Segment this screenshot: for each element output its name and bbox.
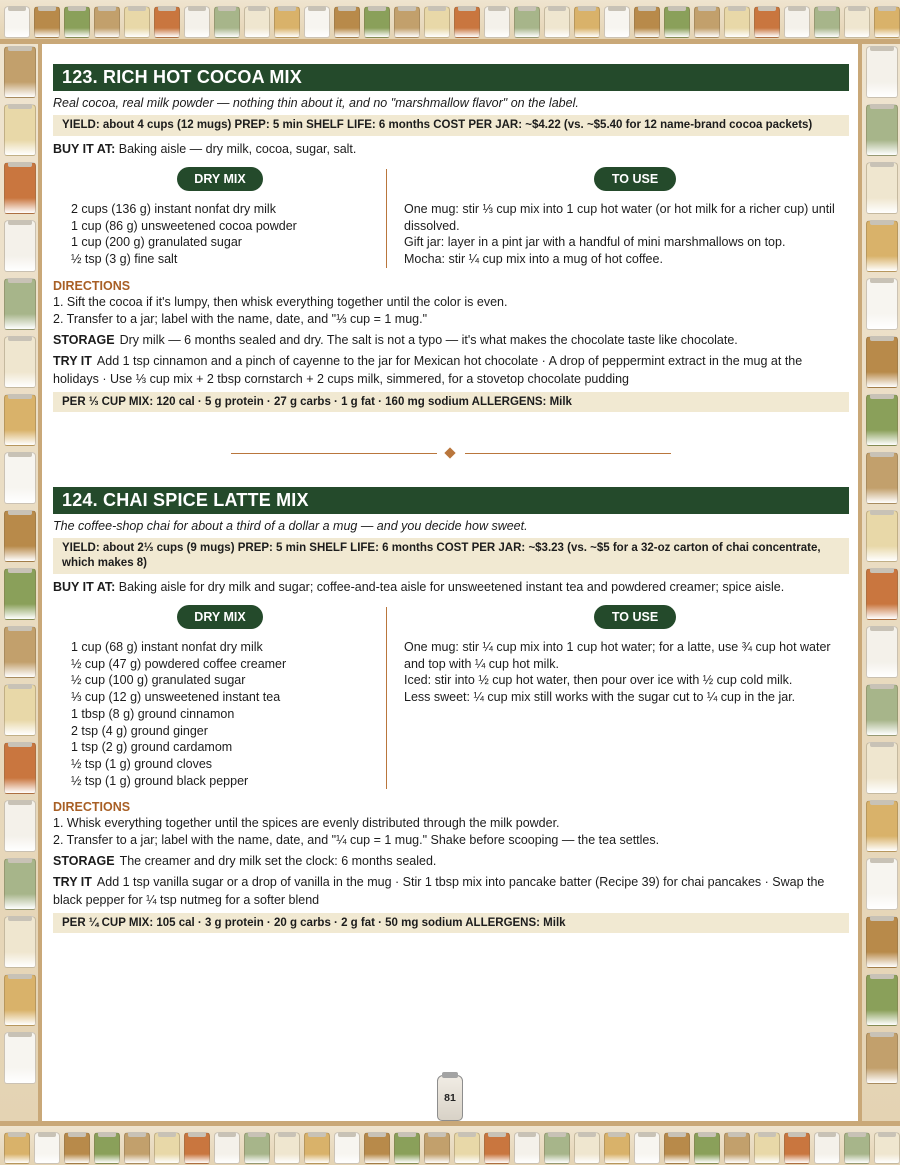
buy-it-at [53, 579, 849, 595]
pantry-jar-icon [34, 1132, 60, 1164]
ingredient-item: ½ tsp (1 g) ground cloves [71, 756, 213, 771]
pantry-jar-icon [784, 6, 810, 38]
pantry-jar-icon [34, 6, 60, 38]
pantry-jar-icon [4, 452, 36, 504]
pantry-jar-icon [454, 6, 480, 38]
usage-item: One mug: stir ¼ cup mix into 1 cup hot water; for a latte, use ¾ cup hot water and top with ¼ cup hot milk. [404, 640, 831, 671]
buy-it-at [53, 141, 849, 157]
try-it-note [53, 873, 849, 909]
pantry-jar-icon [574, 1132, 600, 1164]
pantry-jar-icon [634, 1132, 660, 1164]
usage-list [404, 201, 849, 268]
pantry-jar-icon [866, 394, 898, 446]
pantry-jar-icon [124, 6, 150, 38]
storage-note [53, 852, 849, 870]
pantry-jar-icon [4, 46, 36, 98]
pantry-jar-icon [4, 626, 36, 678]
recipe-meta-band: YIELD: about 2⅓ cups (9 mugs) PREP: 5 min SHELF LIFE: 6 months COST PER JAR: ~$3.23 (vs. ~$5 for a 32-oz carton of chai concentrate, which makes 8) [53, 538, 849, 574]
buy-it-at-text: Baking aisle for dry milk and sugar; coffee-and-tea aisle for unsweetened instant tea and powdered creamer; spice aisle. [118, 580, 785, 594]
storage-text: The creamer and dry milk set the clock: 6 months sealed. [119, 854, 437, 869]
pantry-jar-icon [866, 452, 898, 504]
storage-label: STORAGE [53, 332, 115, 347]
try-it-label: TRY IT [53, 353, 92, 368]
pantry-jar-icon [94, 1132, 120, 1164]
pantry-shelf-border-right [858, 44, 900, 1121]
pantry-jar-icon [866, 626, 898, 678]
pantry-jar-icon [844, 6, 870, 38]
pantry-jar-icon [4, 684, 36, 736]
buy-it-at-text: Baking aisle — dry milk, cocoa, sugar, salt. [118, 142, 357, 156]
pantry-jar-icon [394, 1132, 420, 1164]
pantry-jar-icon [866, 684, 898, 736]
pantry-jar-icon [4, 394, 36, 446]
pantry-jar-icon [724, 6, 750, 38]
pantry-jar-icon [694, 1132, 720, 1164]
pantry-jar-icon [4, 510, 36, 562]
pantry-jar-icon [184, 6, 210, 38]
pantry-jar-icon [866, 278, 898, 330]
dry-mix-heading: DRY MIX [177, 605, 263, 629]
recipe-meta-band: YIELD: about 4 cups (12 mugs) PREP: 5 min SHELF LIFE: 6 months COST PER JAR: ~$4.22 (vs. ~$5.40 for 12 name-brand cocoa packets) [53, 115, 849, 136]
pantry-jar-icon [4, 220, 36, 272]
direction-step: 1. Sift the cocoa if it's lumpy, then whisk everything together until the color is even. [53, 294, 508, 309]
pantry-jar-icon [544, 1132, 570, 1164]
buy-it-at-label: BUY IT AT: [53, 580, 116, 594]
usage-item: Iced: stir into ½ cup hot water, then pour over ice with ½ cup cold milk. [404, 673, 793, 688]
pantry-jar-icon [394, 6, 420, 38]
to-use-column [387, 167, 849, 268]
pantry-jar-icon [94, 6, 120, 38]
pantry-jar-icon [64, 1132, 90, 1164]
directions-heading: DIRECTIONS [53, 278, 131, 293]
dry-mix-column [53, 167, 387, 268]
pantry-jar-icon [214, 6, 240, 38]
pantry-jar-icon [874, 1132, 900, 1164]
pantry-jar-icon [4, 916, 36, 968]
pantry-jar-icon [4, 742, 36, 794]
pantry-jar-icon [244, 6, 270, 38]
pantry-jar-icon [334, 6, 360, 38]
ingredient-item: ½ tsp (3 g) fine salt [71, 252, 178, 267]
usage-list [404, 639, 849, 706]
pantry-jar-icon [4, 1032, 36, 1084]
direction-step: 2. Transfer to a jar; label with the name, date, and "¼ cup = 1 mug." Shake before scooping — the tea settles. [53, 833, 660, 848]
pantry-jar-icon [844, 1132, 870, 1164]
pantry-jar-icon [154, 6, 180, 38]
pantry-jar-icon [454, 1132, 480, 1164]
pantry-jar-icon [634, 6, 660, 38]
pantry-jar-icon [814, 6, 840, 38]
ingredient-item: ½ tsp (1 g) ground black pepper [71, 773, 249, 788]
storage-text: Dry milk — 6 months sealed and dry. The salt is not a typo — it's what makes the chocolate taste like chocolate. [119, 332, 738, 347]
directions-heading: DIRECTIONS [53, 800, 131, 815]
pantry-jar-icon [364, 1132, 390, 1164]
to-use-column [387, 605, 849, 789]
pantry-jar-icon [866, 162, 898, 214]
pantry-jar-icon [214, 1132, 240, 1164]
ingredient-item: ½ cup (47 g) powdered coffee creamer [71, 656, 287, 671]
pantry-shelf-border-left [0, 44, 42, 1121]
pantry-jar-icon [274, 6, 300, 38]
pantry-jar-icon [866, 858, 898, 910]
pantry-jar-icon [184, 1132, 210, 1164]
pantry-jar-icon [866, 46, 898, 98]
to-use-heading: TO USE [594, 605, 676, 629]
ingredient-list [53, 201, 387, 268]
page-number-jar: 81 [437, 1075, 463, 1121]
pantry-jar-icon [4, 1132, 30, 1164]
pantry-jar-icon [244, 1132, 270, 1164]
pantry-jar-icon [694, 6, 720, 38]
pantry-jar-icon [754, 1132, 780, 1164]
pantry-jar-icon [664, 6, 690, 38]
pantry-jar-icon [874, 6, 900, 38]
nutrition-band: PER ⅓ CUP MIX: 120 cal · 5 g protein · 27 g carbs · 1 g fat · 160 mg sodium ALLERGENS: Milk [53, 392, 849, 412]
pantry-jar-icon [866, 568, 898, 620]
pantry-jar-icon [664, 1132, 690, 1164]
recipe-123 [53, 64, 849, 412]
pantry-shelf-border-bottom [0, 1121, 900, 1165]
pantry-shelf-border-top [0, 0, 900, 44]
pantry-jar-icon [124, 1132, 150, 1164]
pantry-jar-icon [4, 278, 36, 330]
pantry-jar-icon [544, 6, 570, 38]
pantry-jar-icon [866, 336, 898, 388]
recipe-intro: The coffee-shop chai for about a third of a dollar a mug — and you decide how sweet. [53, 519, 528, 533]
pantry-jar-icon [64, 6, 90, 38]
pantry-jar-icon [866, 104, 898, 156]
storage-label: STORAGE [53, 854, 115, 869]
pantry-jar-icon [866, 1032, 898, 1084]
pantry-jar-icon [4, 336, 36, 388]
storage-note [53, 331, 849, 349]
pantry-jar-icon [866, 916, 898, 968]
pantry-jar-icon [304, 6, 330, 38]
pantry-jar-icon [484, 1132, 510, 1164]
separator-line-right [465, 453, 671, 454]
usage-item: Gift jar: layer in a pint jar with a handful of mini marshmallows on top. [404, 235, 786, 250]
ingredient-list [53, 639, 387, 789]
pantry-jar-icon [866, 800, 898, 852]
pantry-jar-icon [4, 104, 36, 156]
ingredient-item: 1 tsp (2 g) ground cardamom [71, 740, 233, 755]
ingredient-item: 1 tbsp (8 g) ground cinnamon [71, 706, 235, 721]
pantry-jar-icon [424, 1132, 450, 1164]
pantry-jar-icon [514, 1132, 540, 1164]
ingredient-item: 1 cup (200 g) granulated sugar [71, 235, 242, 250]
pantry-jar-icon [4, 974, 36, 1026]
recipe-title: 123. RICH HOT COCOA MIX [53, 64, 849, 91]
ingredient-item: ⅓ cup (12 g) unsweetened instant tea [71, 690, 281, 705]
pantry-jar-icon [4, 858, 36, 910]
pantry-jar-icon [364, 6, 390, 38]
recipe-title: 124. CHAI SPICE LATTE MIX [53, 487, 849, 514]
try-it-text: Add 1 tsp cinnamon and a pinch of cayenne to the jar for Mexican hot chocolate · A drop of peppermint extract in the mug at the holidays · Use ⅓ cup mix + 2 tbsp cornstarch + 2 cups milk, simmered, for a stovetop chocolate pudding [53, 353, 803, 386]
section-separator [231, 453, 671, 455]
ingredient-item: ½ cup (100 g) granulated sugar [71, 673, 246, 688]
pantry-jar-icon [866, 220, 898, 272]
pantry-jar-icon [866, 974, 898, 1026]
recipe-columns [53, 605, 849, 789]
recipe-columns [53, 167, 849, 268]
pantry-jar-icon [604, 1132, 630, 1164]
pantry-jar-icon [4, 568, 36, 620]
ingredient-item: 2 tsp (4 g) ground ginger [71, 723, 208, 738]
dry-mix-column [53, 605, 387, 789]
buy-it-at-label: BUY IT AT: [53, 142, 116, 156]
pantry-jar-icon [754, 6, 780, 38]
ingredient-item: 1 cup (86 g) unsweetened cocoa powder [71, 218, 297, 233]
usage-item: Mocha: stir ¼ cup mix into a mug of hot coffee. [404, 252, 663, 267]
pantry-jar-icon [4, 162, 36, 214]
recipe-124 [53, 487, 849, 933]
pantry-jar-icon [304, 1132, 330, 1164]
pantry-jar-icon [514, 6, 540, 38]
ingredient-item: 1 cup (68 g) instant nonfat dry milk [71, 640, 263, 654]
pantry-jar-icon [334, 1132, 360, 1164]
pantry-jar-icon [574, 6, 600, 38]
usage-item: Less sweet: ¼ cup mix still works with the sugar cut to ¼ cup in the jar. [404, 690, 796, 705]
pantry-jar-icon [814, 1132, 840, 1164]
pantry-jar-icon [484, 6, 510, 38]
diamond-ornament-icon [444, 447, 455, 458]
try-it-label: TRY IT [53, 875, 92, 890]
nutrition-band: PER ¼ CUP MIX: 105 cal · 3 g protein · 20 g carbs · 2 g fat · 50 mg sodium ALLERGENS: Milk [53, 913, 849, 933]
pantry-jar-icon [866, 510, 898, 562]
usage-item: One mug: stir ⅓ cup mix into 1 cup hot water (or hot milk for a richer cup) until dissolved. [404, 202, 835, 233]
pantry-jar-icon [424, 6, 450, 38]
pantry-jar-icon [866, 742, 898, 794]
recipe-intro: Real cocoa, real milk powder — nothing thin about it, and no "marshmallow flavor" on the label. [53, 96, 579, 110]
try-it-text: Add 1 tsp vanilla sugar or a drop of vanilla in the mug · Stir 1 tbsp mix into pancake batter (Recipe 39) for chai pancakes · Swap the black pepper for ¼ tsp nutmeg for a softer blend [53, 875, 825, 908]
pantry-jar-icon [724, 1132, 750, 1164]
pantry-jar-icon [274, 1132, 300, 1164]
separator-line-left [231, 453, 437, 454]
dry-mix-heading: DRY MIX [177, 167, 263, 191]
direction-step: 2. Transfer to a jar; label with the name, date, and "⅓ cup = 1 mug." [53, 311, 428, 326]
pantry-jar-icon [4, 6, 30, 38]
pantry-jar-icon [154, 1132, 180, 1164]
to-use-heading: TO USE [594, 167, 676, 191]
pantry-jar-icon [604, 6, 630, 38]
try-it-note [53, 352, 849, 388]
direction-step: 1. Whisk everything together until the spices are evenly distributed through the milk powder. [53, 816, 560, 831]
pantry-jar-icon [784, 1132, 810, 1164]
cookbook-page [42, 44, 858, 1121]
pantry-jar-icon [4, 800, 36, 852]
ingredient-item: 2 cups (136 g) instant nonfat dry milk [71, 202, 276, 216]
